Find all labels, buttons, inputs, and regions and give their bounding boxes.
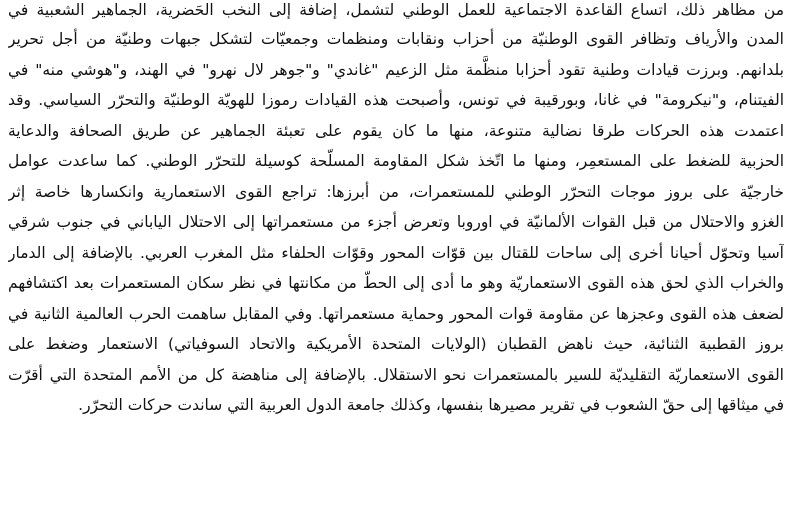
body-paragraph [8,0,784,421]
text-line: الفيتنام، و"نيكرومة" في غانا، وبورقيبة في تونس، وأصبحت هذه القيادات رموزا للهويّة الوطنيّة والتحرّر السياسي. وقد [8,91,784,109]
text-line: بلدانهم. وبرزت قيادات وطنية تقود أحزابا منظَّمة مثل الزعيم "غاندي" و"جوهر لال نهرو" في الهند، و"هوشي منه" في [8,60,784,79]
text-line: من مظاهر ذلك، اتساع القاعدة الاجتماعية للعمل الوطني لتشمل، إضافة إلى النخب الحَضرية، الجماهير الشعبية في [8,1,784,19]
text-line: الحزبية للضغط على المستعمِر، ومنها ما اتّخذ شكل المقاومة المسلّحة كوسيلة للتحرّر الوطني. كما ساعدت عوامل [8,152,784,170]
text-line: المدن والأرياف وتظافر القوى الوطنيّة من أحزاب ونقابات ومنظمات وجمعيّات لتشكل جبهات وطنيّة من أجل تحرير [8,30,784,48]
text-line: في ميثاقها إلى حقّ الشعوب في تقرير مصيرها بنفسها، وكذلك جامعة الدول العربية التي ساندت حركات التحرّر. [78,396,784,414]
text-line: لضعف هذه القوى وعجزها عن مقاومة قوات المحور وحماية مستعمراتها. وفي المقابل ساهمت الحرب العالمية الثانية في [8,304,784,323]
text-line: والخراب الذي لحق هذه القوى الاستعماريّة وهو ما أدى إلى الحطّ من مكانتها في نظر سكان المستعمرات بعد اكتشافهم [8,274,784,292]
text-line: الغزو والاحتلال من قبل القوات الألمانيّة في اوروبا وتعرض أجزء من مستعمراتها إلى الاحتلال الياباني في جنوب شرقي [8,213,784,231]
text-line: القوى الاستعماريّة التقليديّة للسير بالمستعمرات نحو الاستقلال. بالإضافة إلى مناهضة كل من الأمم المتحدة التي أقرّت [8,365,784,384]
text-line: اعتمدت هذه الحركات طرقا نضالية متنوعة، منها ما كان يقوم على تعبئة الجماهير عن طريق الصحافة والدعاية [8,121,784,140]
text-line: خارجيّة على بروز موجات التحرّر الوطني للمستعمرات، من أبرزها: تراجع القوى الاستعمارية وانكسارها خاصة إثر [8,182,784,201]
text-line: آسيا وتحوّل أحيانا أخرى إلى ساحات للقتال بين قوّات المحور وقوّات الحلفاء مثل المغرب العربي. بالإضافة إلى الدمار [8,243,784,262]
text-line: بروز القطبية الثنائية، حيث ناهض القطبان (الولايات المتحدة الأمريكية والاتحاد السوفياتي) الاستعمار وضغط على [8,335,784,353]
